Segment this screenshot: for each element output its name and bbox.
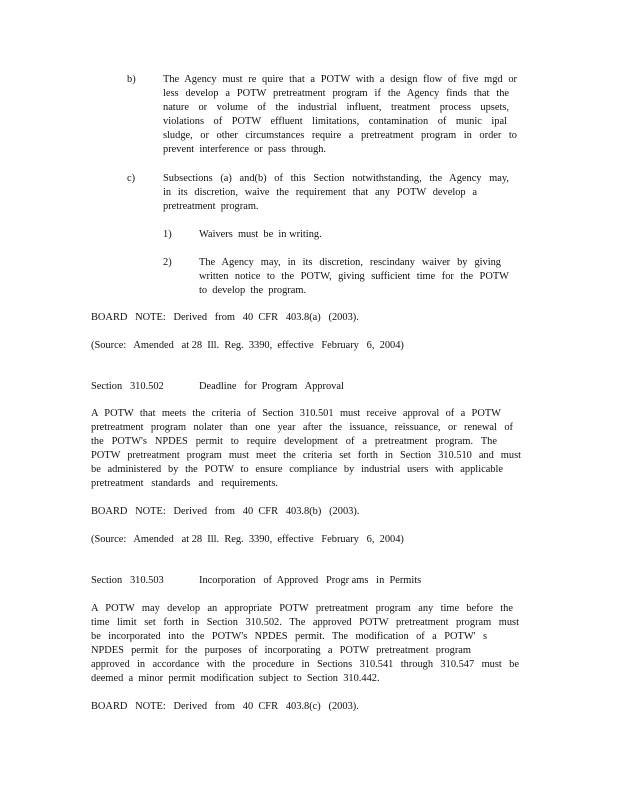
subitem-2-marker: 2) (163, 257, 172, 268)
item-b-line-2: less develop a POTW pretreatment program if the Agency finds that the (163, 88, 509, 99)
item-c-line-2: in its discretion, waive the requirement that any POTW develop a (163, 187, 477, 198)
subitem-1-marker: 1) (163, 229, 172, 240)
item-b-line-3: nature or volume of the industrial influent, treatment process upsets, (163, 102, 509, 113)
item-c-line-1: Subsections (a) and(b) of this Section notwithstanding, the Agency may, (163, 173, 509, 184)
board-note-2: BOARD NOTE: Derived from 40 CFR 403.8(b) (2003). (91, 506, 360, 517)
section-503-line-5: approved in accordance with the procedure in Sections 310.541 through 310.547 must be (91, 659, 519, 670)
section-502-number: Section 310.502 (91, 381, 164, 392)
section-502-line-2: pretreatment program nolater than one year after the issuance, reissuance, or renewal of (91, 422, 513, 433)
item-b-line-5: sludge, or other circumstances require a pretreatment program in order to (163, 130, 517, 141)
section-502-line-6: pretreatment standards and requirements. (91, 478, 278, 489)
section-502-line-3: the POTW's NPDES permit to require development of a pretreatment program. The (91, 436, 497, 447)
section-503-line-2: time limit set forth in Section 310.502. The approved POTW pretreatment program must (91, 617, 519, 628)
subitem-1-line-1: Waivers must be in writing. (199, 229, 322, 240)
section-503-line-1: A POTW may develop an appropriate POTW pretreatment program any time before the (91, 603, 513, 614)
subitem-2-line-1: The Agency may, in its discretion, rescindany waiver by giving (199, 257, 501, 268)
section-503-line-4: NPDES permit for the purposes of incorporating a POTW pretreatment program (91, 645, 471, 656)
item-b-marker: b) (127, 74, 136, 85)
item-b-line-1: The Agency must re quire that a POTW with a design flow of five mgd or (163, 74, 517, 85)
board-note-1: BOARD NOTE: Derived from 40 CFR 403.8(a) (2003). (91, 312, 359, 323)
item-c-marker: c) (127, 173, 136, 184)
subitem-2-line-3: to develop the program. (199, 285, 307, 296)
section-502-line-5: be administered by the POTW to ensure compliance by industrial users with applicable (91, 464, 503, 475)
source-note-2: (Source: Amended at 28 Ill. Reg. 3390, effective February 6, 2004) (91, 534, 404, 545)
section-503-line-6: deemed a minor permit modification subject to Section 310.442. (91, 673, 380, 684)
item-c-line-3: pretreatment program. (163, 201, 259, 212)
item-b-line-6: prevent interference or pass through. (163, 144, 327, 155)
item-b-line-4: violations of POTW effluent limitations, contamination of munic ipal (163, 116, 507, 127)
source-note-1: (Source: Amended at 28 Ill. Reg. 3390, effective February 6, 2004) (91, 340, 404, 351)
board-note-3: BOARD NOTE: Derived from 40 CFR 403.8(c) (2003). (91, 701, 359, 712)
section-503-number: Section 310.503 (91, 575, 164, 586)
section-503-line-3: be incorporated into the POTW's NPDES permit. The modification of a POTW' s (91, 631, 487, 642)
section-503-title: Incorporation of Approved Progr ams in Permits (199, 575, 422, 586)
section-502-line-4: POTW pretreatment program must meet the criteria set forth in Section 310.510 and must (91, 450, 521, 461)
section-502-title: Deadline for Program Approval (199, 381, 344, 392)
subitem-2-line-2: written notice to the POTW, giving sufficient time for the POTW (199, 271, 509, 282)
section-502-line-1: A POTW that meets the criteria of Section 310.501 must receive approval of a POTW (91, 408, 501, 419)
